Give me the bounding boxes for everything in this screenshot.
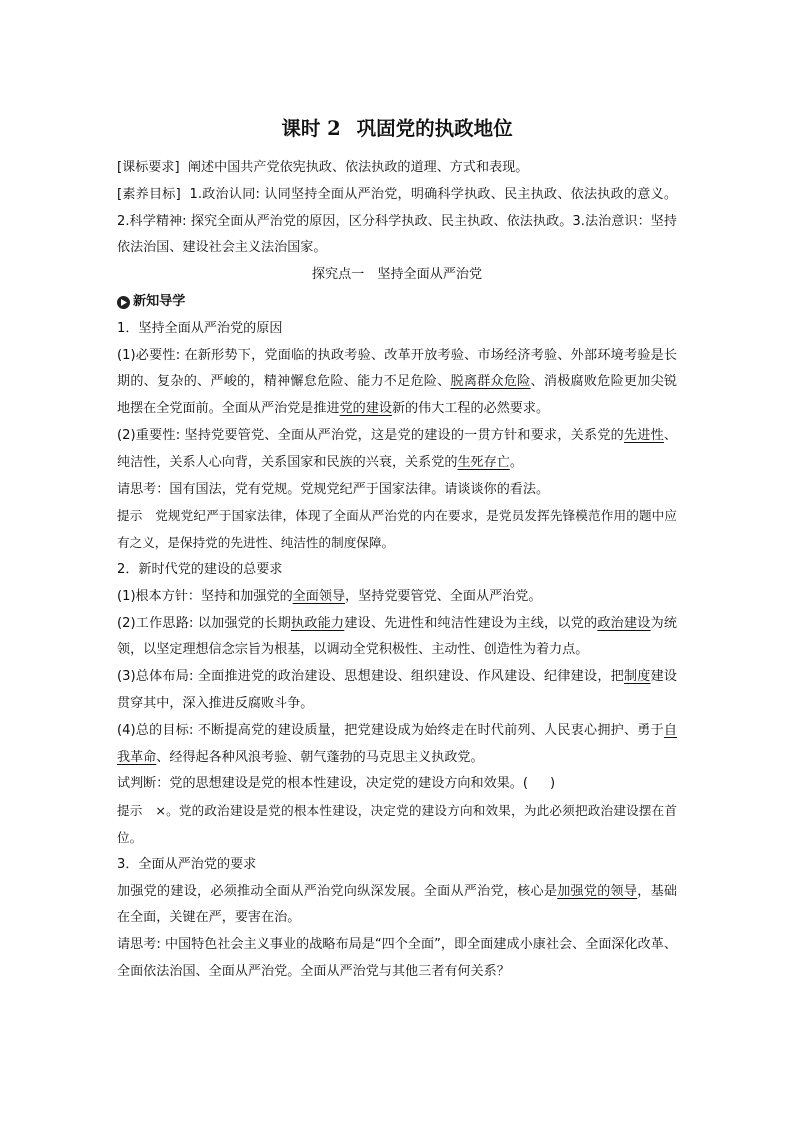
curriculum-text: 阐述中国共产党依宪执政、依法执政的道理、方式和表现。 (187, 160, 529, 175)
underlined-term: 加强党的领导 (557, 883, 638, 899)
literacy-text: 1.政治认同: 认同坚持全面从严治党，明确科学执政、民主执政、依法执政的意义。2.科学精神: 探究全面从严治党的原因，区分科学执政、民主执政、依法执政。3.法治意识：坚持依法治国、建设社会主义法治国家。 (117, 186, 677, 256)
hint-2: 提示 ×。党的政治建设是党的根本性建设，决定党的建设方向和效果，为此必须把政治建设摆在首位。 (117, 803, 677, 845)
think-question-1: 请思考：国有国法，党有党规。党规党纪严于国家法律。请谈谈你的看法。 (117, 481, 550, 497)
literacy-goals (117, 182, 677, 262)
goal-paragraph: (4)总的目标: 不断提高党的建设质量，把党建设成为始终走在时代前列、人民衷心拥护、勇于自我革命、经得起各种风浪考验、朝气蓬勃的马克思主义执政党。 (117, 722, 677, 765)
policy-paragraph: (1)根本方针：坚持和加强党的全面领导，坚持党要管党、全面从严治党。 (117, 588, 542, 604)
importance-paragraph: (2)重要性: 坚持党要管党、全面从严治党，这是党的建设的一贯方针和要求，关系党的先进性、纯洁性，关系人心向背，关系国家和民族的兴衰，关系党的生死存亡。 (117, 427, 677, 470)
underlined-term: 党的建设 (339, 401, 392, 417)
lesson-title: 巩固党的执政地位 (356, 117, 513, 140)
underlined-term: 制度 (623, 669, 651, 685)
underlined-term: 脱离群众危险 (450, 374, 531, 390)
play-circle-icon (117, 296, 130, 309)
requirement-paragraph: 加强党的建设，必须推动全面从严治党向纵深发展。全面从严治党，核心是加强党的领导，基础在全面，关键在严，要害在治。 (117, 883, 678, 926)
necessity-paragraph: (1)必要性: 在新形势下，党面临的执政考验、改革开放考验、市场经济考验、外部环境考验是长期的、复杂的、严峻的，精神懈怠危险、能力不足危险、脱离群众危险、消极腐败危险更加尖锐地摆在全党面前。全面从严治党是推进党的建设新的伟大工程的必然要求。 (117, 347, 678, 417)
lesson-number: 课时 2 (281, 117, 341, 140)
underlined-term: 执政能力 (291, 615, 345, 631)
page-title (117, 115, 677, 143)
underlined-term: 生死存亡 (457, 454, 510, 470)
literacy-label: [素养目标] (117, 186, 181, 202)
layout-paragraph: (3)总体布局: 全面推进党的政治建设、思想建设、组织建设、作风建设、纪律建设，把制度建设贯穿其中，深入推进反腐败斗争。 (117, 669, 678, 711)
section-3-heading: 3．全面从严治党的要求 (117, 856, 257, 872)
underlined-term: 政治建设 (597, 615, 651, 631)
judge-question: 试判断：党的思想建设是党的根本性建设，决定党的建设方向和效果。( ) (117, 776, 556, 792)
guide-label: 新知导学 (133, 293, 186, 309)
explore-point-heading: 探究点一 坚持全面从严治党 (311, 267, 483, 283)
underlined-term: 先进性 (623, 427, 664, 443)
document-body (117, 115, 677, 986)
underlined-term: 全面领导 (292, 588, 346, 604)
underlined-term: 自我革命 (117, 722, 677, 765)
curriculum-requirement (117, 155, 677, 182)
guide-heading (117, 289, 677, 316)
section-2-heading: 2．新时代党的建设的总要求 (117, 561, 283, 577)
hint-1: 提示 党规党纪严于国家法律，体现了全面从严治党的内在要求，是党员发挥先锋模范作用的题中应有之义，是保持党的先进性、纯洁性的制度保障。 (117, 508, 677, 551)
section-1-heading: 1．坚持全面从严治党的原因 (117, 320, 283, 336)
curriculum-label: [课标要求] (117, 160, 180, 175)
work-idea-paragraph: (2)工作思路: 以加强党的长期执政能力建设、先进性和纯洁性建设为主线，以党的政治建设为统领，以坚定理想信念宗旨为根基，以调动全党积极性、主动性、创造性为着力点。 (117, 615, 678, 658)
think-question-2: 请思考: 中国特色社会主义事业的战略布局是“四个全面”，即全面建成小康社会、全面深化改革、全面依法治国、全面从严治党。全面从严治党与其他三者有何关系？ (117, 937, 677, 979)
